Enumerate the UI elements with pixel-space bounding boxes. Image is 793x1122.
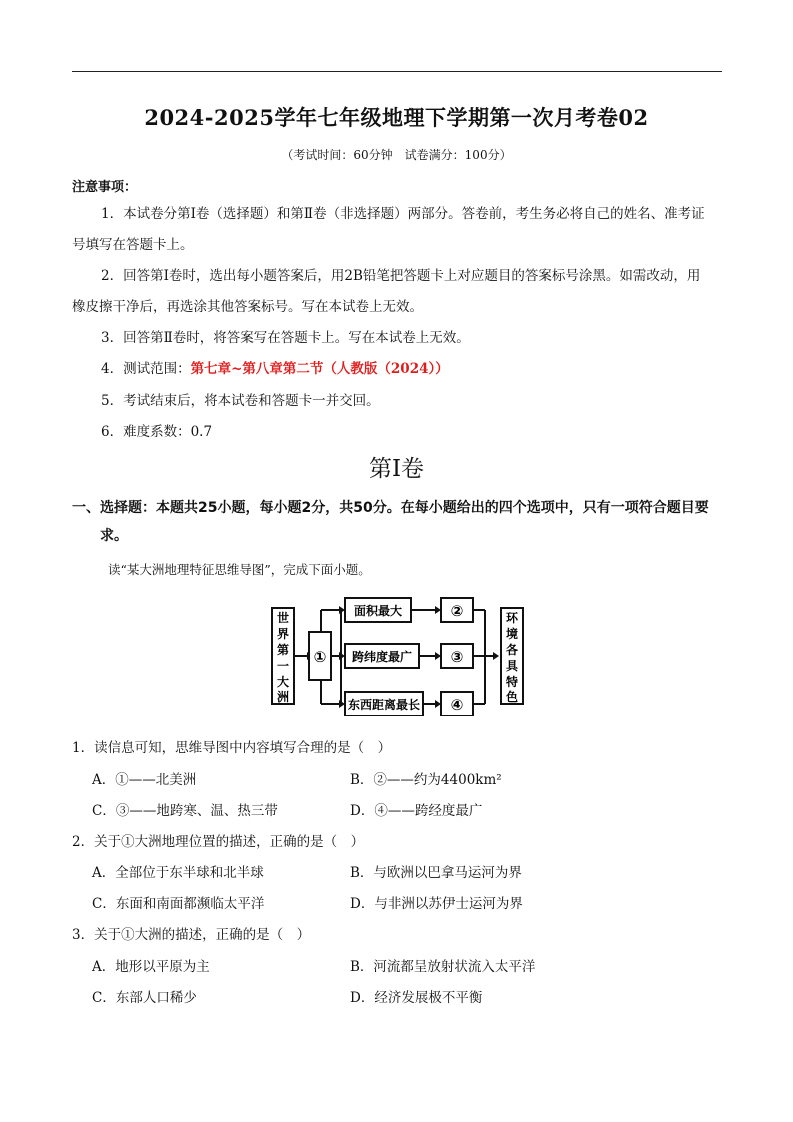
notice-line-2: 号填写在答题卡上。	[72, 237, 194, 253]
question-2-option-c: C．东面和南面都濒临太平洋	[92, 896, 265, 912]
left-char-5: 大	[276, 675, 290, 689]
scope-value: 第七章~第八章第二节（人教版（2024））	[190, 361, 449, 377]
slot-label-1: ②	[450, 602, 464, 620]
question-1-option-b: B．②——约为4400km²	[350, 772, 502, 788]
diagram-intro: 读“某大洲地理特征思维导图”，完成下面小题。	[108, 562, 371, 577]
header-rule	[72, 71, 722, 72]
feature-label-2: 跨纬度最广	[351, 650, 413, 664]
exam-subtitle: （考试时间：60分钟 试卷满分：100分）	[281, 148, 512, 162]
mind-map-diagram	[265, 592, 527, 716]
left-char-4: 一	[276, 659, 290, 673]
notice-line-3: 2．回答第Ⅰ卷时，选出每小题答案后，用2B铅笔把答题卡上对应题目的答案标号涂黑。如需改动，用	[101, 268, 701, 284]
question-2-option-a: A．全部位于东半球和北半球	[92, 865, 264, 881]
notice-line-4: 橡皮擦干净后，再选涂其他答案标号。写在本试卷上无效。	[72, 299, 423, 315]
question-2-stem: 2．关于①大洲地理位置的描述，正确的是（ ）	[72, 834, 365, 850]
question-3-option-a: A．地形以平原为主	[92, 959, 210, 975]
right-char-3: 各	[505, 643, 519, 657]
question-3-option-d: D．经济发展极不平衡	[350, 990, 483, 1006]
exam-title: 2024-2025学年七年级地理下学期第一次月考卷02	[144, 105, 649, 130]
notice-line-6	[101, 356, 449, 382]
question-3-option-c: C．东部人口稀少	[92, 990, 197, 1006]
question-3-stem: 3．关于①大洲的描述，正确的是（ ）	[72, 927, 311, 943]
feature-label-3: 东西距离最长	[347, 698, 421, 712]
question-1-option-d: D．④——跨经度最广	[350, 803, 483, 819]
notice-line-7: 5．考试结束后，将本试卷和答题卡一并交回。	[101, 393, 380, 409]
center-label: ①	[313, 648, 327, 666]
left-char-1: 世	[276, 611, 290, 625]
right-char-2: 境	[505, 627, 519, 641]
question-2-option-d: D．与非洲以苏伊士运河为界	[350, 896, 523, 912]
right-char-4: 具	[505, 659, 519, 673]
section-title: 第Ⅰ卷	[368, 456, 425, 482]
question-3-option-b: B．河流都呈放射状流入太平洋	[350, 959, 536, 975]
right-char-1: 环	[505, 611, 519, 625]
notice-heading: 注意事项：	[72, 180, 138, 195]
question-2-option-b: B．与欧洲以巴拿马运河为界	[350, 865, 522, 881]
question-1-option-c: C．③——地跨寒、温、热三带	[92, 803, 278, 819]
slot-label-3: ④	[450, 696, 464, 714]
scope-label: 4．测试范围：	[101, 361, 191, 377]
left-char-6: 洲	[276, 690, 290, 704]
section-heading: 一、选择题：本题共25小题，每小题2分，共50分。在每小题给出的四个选项中，只有一项符合题目要求。	[72, 500, 709, 544]
question-1-stem: 1．读信息可知，思维导图中内容填写合理的是（ ）	[72, 740, 392, 756]
notice-line-8: 6．难度系数：0.7	[101, 424, 213, 440]
slot-label-2: ③	[450, 648, 464, 666]
notice-line-1: 1．本试卷分第Ⅰ卷（选择题）和第Ⅱ卷（非选择题）两部分。答卷前，考生务必将自己的姓名、准考证	[101, 206, 705, 222]
left-char-3: 第	[276, 643, 290, 657]
left-char-2: 界	[276, 627, 290, 641]
right-char-5: 特	[505, 675, 519, 689]
question-1-option-a: A．①——北美洲	[92, 772, 197, 788]
right-char-6: 色	[505, 690, 519, 704]
feature-label-1: 面积最大	[353, 604, 403, 618]
notice-line-5: 3．回答第Ⅱ卷时，将答案写在答题卡上。写在本试卷上无效。	[101, 330, 470, 346]
